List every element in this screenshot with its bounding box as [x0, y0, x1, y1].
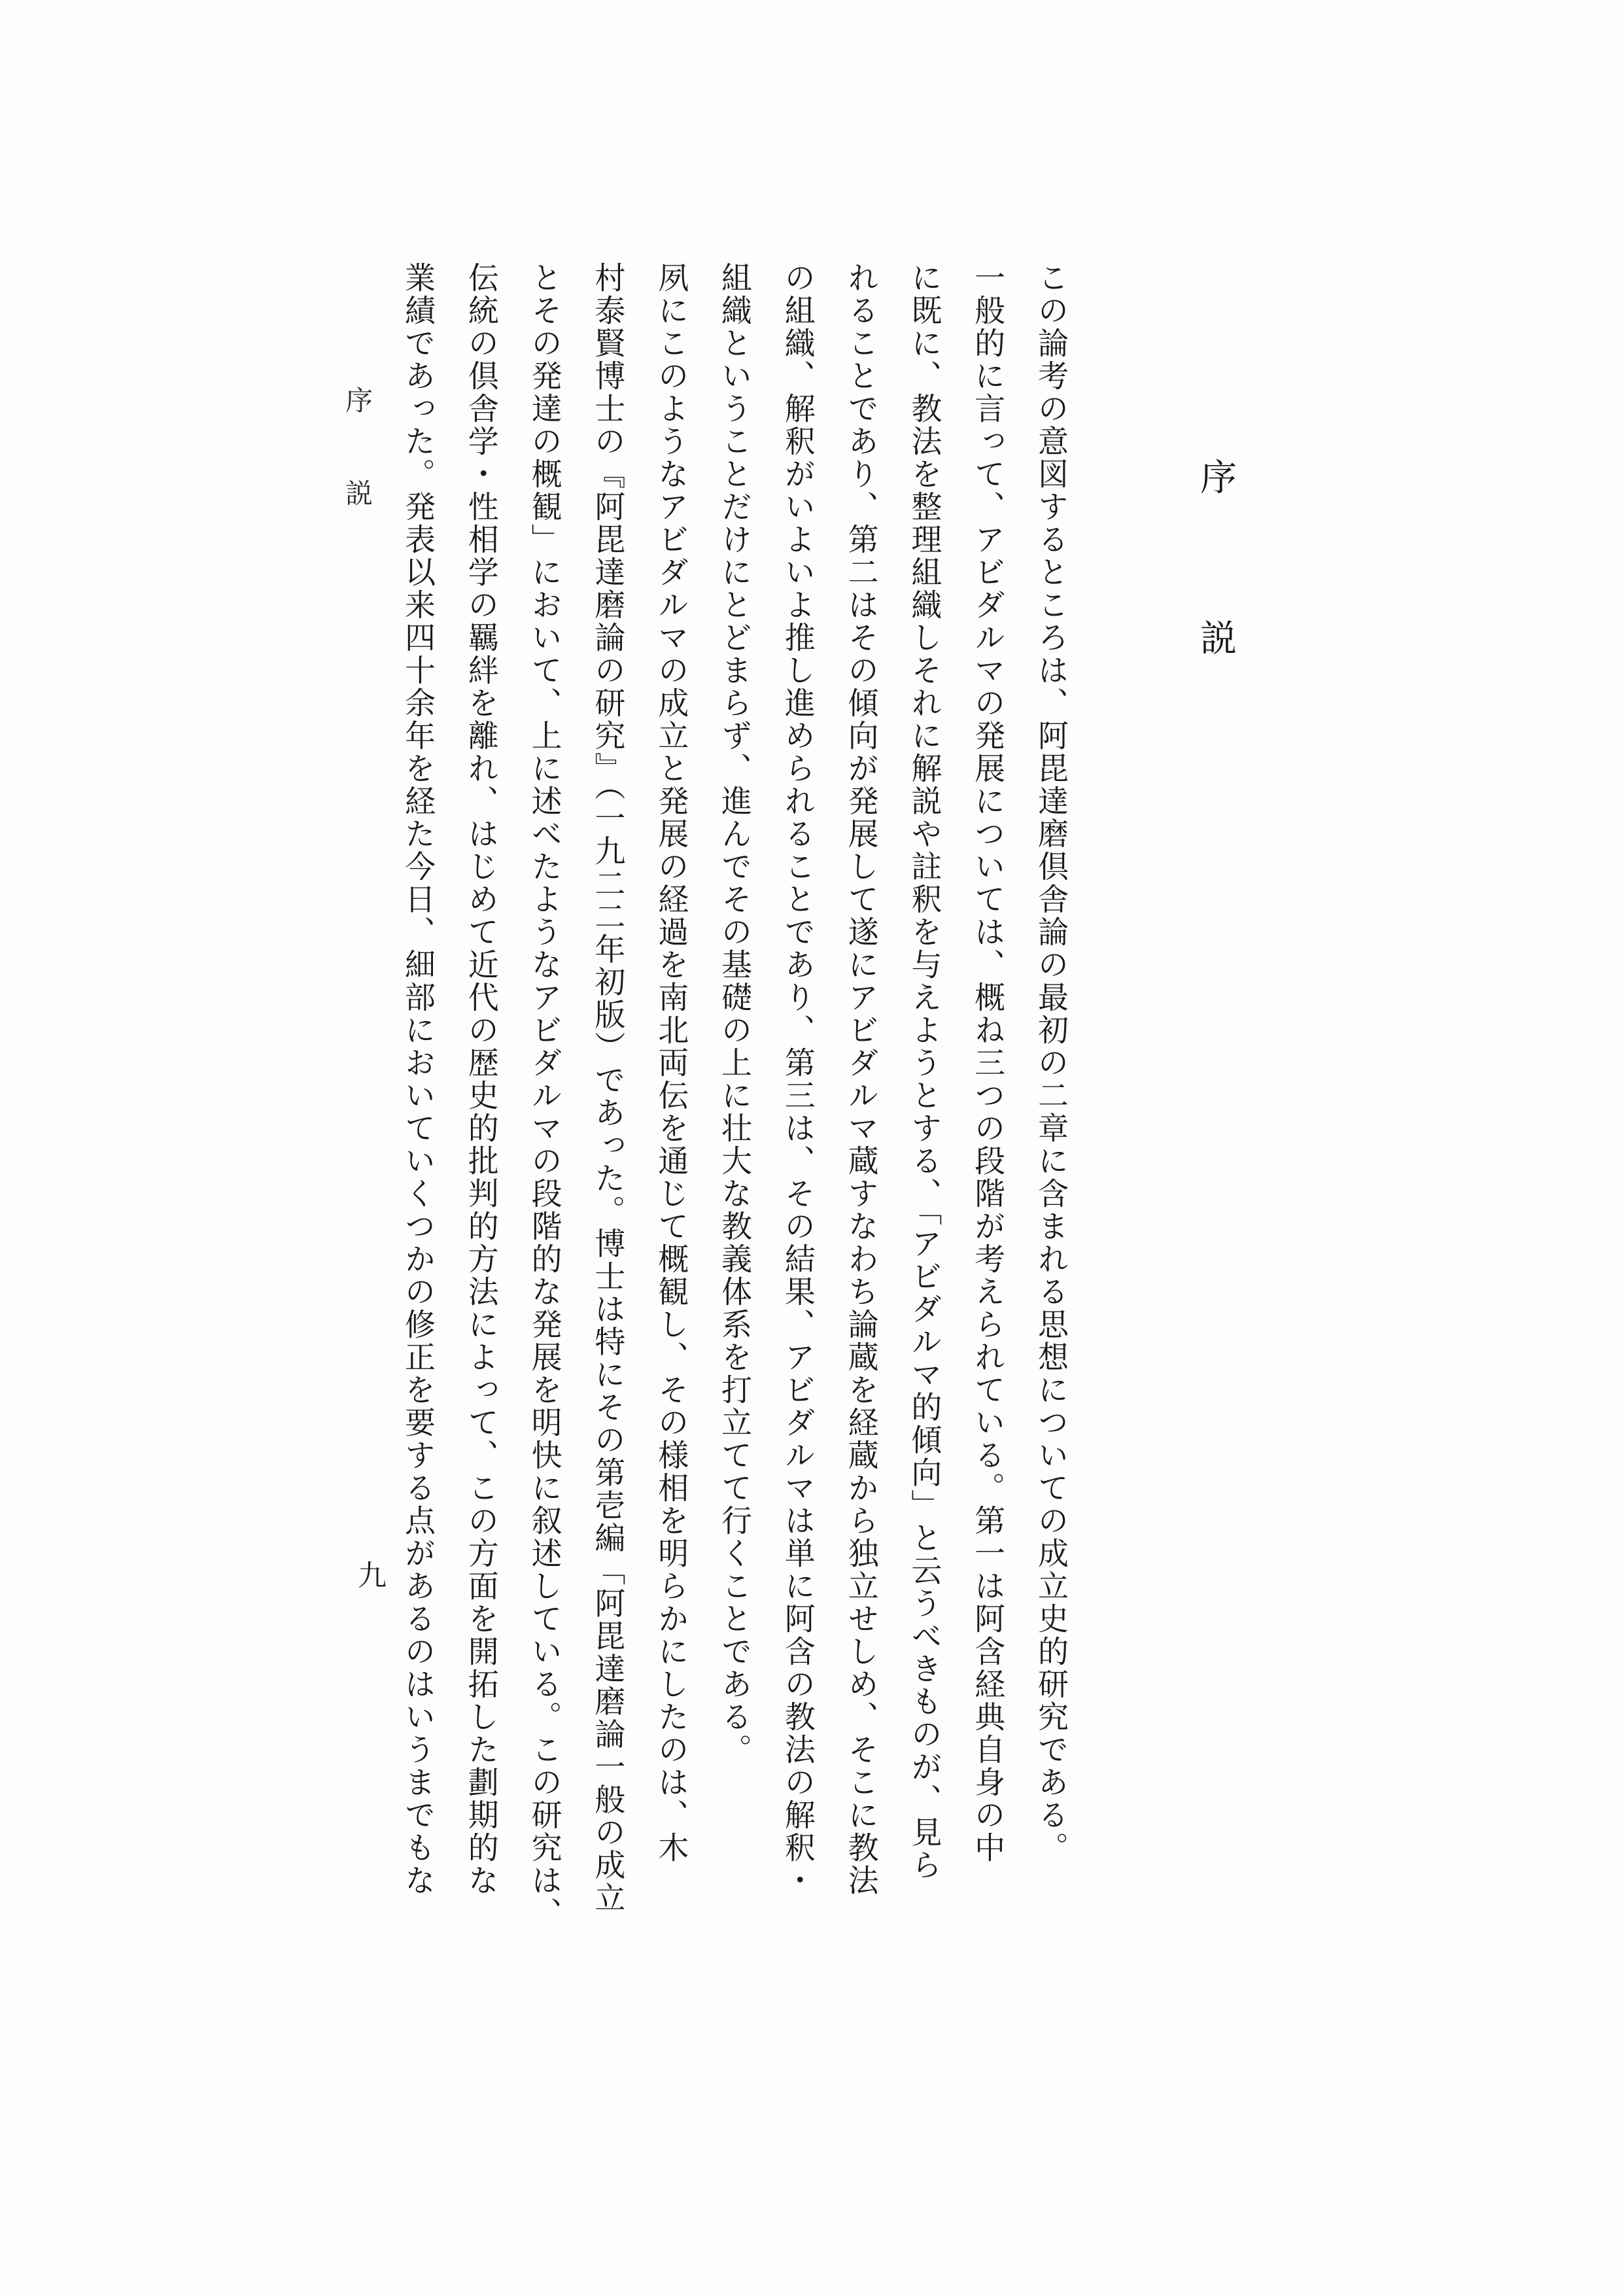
text-column: 一般的に言って、アビダルマの発展については、概ね三つの段階が考えられている。第一は阿含経典自身の中	[969, 262, 1006, 1864]
body-text	[399, 262, 1069, 1930]
running-title: 序説	[341, 386, 373, 572]
text-column: れることであり、第二はその傾向が発展して遂にアビダルマ蔵すなわち論蔵を経蔵から独立せしめ、そこに教法	[842, 262, 879, 1897]
text-column: 夙にこのようなアビダルマの成立と発展の経過を南北両伝を通じて概観し、その様相を明らかにしたのは、木	[653, 262, 689, 1864]
text-column: 業績であった。発表以来四十余年を経た今日、細部においていくつかの修正を要する点があるのはいうまでもな	[400, 262, 436, 1897]
text-column: 伝統の倶舎学・性相学の羈絆を離れ、はじめて近代の歴史的批判的方法によって、この方面を開拓した劃期的な	[462, 262, 499, 1897]
page-title: 序説	[1194, 458, 1237, 780]
text-column: 組織ということだけにとどまらず、進んでその基礎の上に壮大な教義体系を打立てて行くことである。	[716, 262, 752, 1766]
page-number: 九	[353, 1560, 386, 1589]
text-column: とその発達の概観」において、上に述べたようなアビダルマの段階的な発展を明快に叙述している。この研究は、	[526, 262, 562, 1930]
text-column: 村泰賢博士の『阿毘達磨論の研究』（一九二二年初版）であった。博士は特にその第壱編「阿毘達磨論一般の成立	[589, 262, 626, 1915]
text-column: の組織、解釈がいよいよ推し進められることであり、第三は、その結果、アビダルマは単に阿含の教法の解釈・	[779, 262, 816, 1897]
text-column: この論考の意図するところは、阿毘達磨倶舎論の最初の二章に含まれる思想についての成立史的研究である。	[1032, 262, 1069, 1864]
text-column: に既に、教法を整理組織しそれに解説や註釈を与えようとする、「アビダルマ的傾向」と云うべきものが、見ら	[906, 262, 942, 1882]
